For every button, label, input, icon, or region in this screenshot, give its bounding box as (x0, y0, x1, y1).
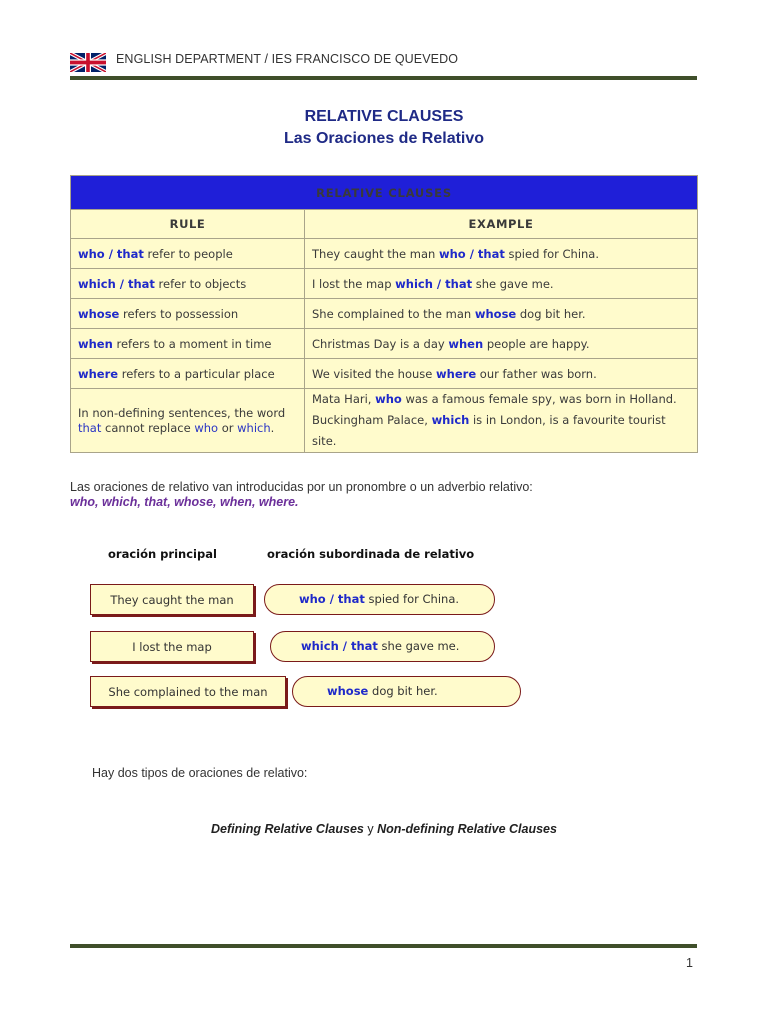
column-header-example: EXAMPLE (305, 210, 698, 239)
rule-cell (71, 359, 305, 389)
rule-cell (71, 239, 305, 269)
rule-text: refer to objects (154, 276, 247, 291)
example-text: Buckingham Palace, (312, 413, 432, 427)
keyword: which (237, 420, 271, 435)
table-row (71, 389, 698, 453)
relative-clauses-table (70, 175, 698, 453)
keyword: whose (474, 306, 517, 321)
example-text: spied for China. (504, 246, 600, 261)
clause-text: spied for China. (364, 592, 460, 606)
keyword: who / that (438, 246, 505, 261)
rule-text: refers to a moment in time (112, 336, 272, 351)
main-clause-box: They caught the man (90, 584, 254, 615)
subordinate-clause-box (292, 676, 521, 707)
example-cell (305, 389, 698, 453)
rule-text: refer to people (143, 246, 233, 261)
page-number: 1 (686, 956, 693, 970)
keyword: whose (78, 306, 120, 321)
keyword: who (194, 420, 219, 435)
rule-text: . (270, 420, 275, 435)
keyword: where (78, 366, 119, 381)
keyword: when (78, 336, 113, 351)
keyword: when (448, 336, 484, 351)
subordinate-clause-label: oración subordinada de relativo (267, 547, 475, 561)
types-intro: Hay dos tipos de oraciones de relativo: (92, 766, 308, 780)
rule-text: or (218, 420, 238, 435)
example-text: They caught the man (312, 246, 439, 261)
example-text: she gave me. (472, 276, 554, 291)
table-title: RELATIVE CLAUSES (71, 176, 698, 210)
keyword: which / that (301, 639, 378, 653)
rule-text: refers to a particular place (118, 366, 275, 381)
uk-flag-icon (70, 53, 106, 72)
keyword: who / that (299, 592, 365, 606)
example-cell (305, 329, 698, 359)
conjunction: y (363, 822, 378, 836)
example-text: I lost the map (312, 276, 396, 291)
example-cell (305, 269, 698, 299)
example-text: people are happy. (483, 336, 590, 351)
main-clause-label: oración principal (108, 547, 217, 561)
rule-text: In non-defining sentences, the word (78, 405, 286, 420)
footer-divider (70, 944, 697, 948)
table-row (71, 329, 698, 359)
non-defining-label: Non-defining Relative Clauses (377, 822, 557, 836)
rule-cell (71, 269, 305, 299)
clause-types (0, 822, 768, 836)
rule-text: refers to possession (119, 306, 239, 321)
subordinate-clause-box (264, 584, 495, 615)
example-cell (305, 239, 698, 269)
department-header: ENGLISH DEPARTMENT / IES FRANCISCO DE QUEVEDO (116, 52, 459, 66)
clause-text: dog bit her. (368, 684, 438, 698)
header-divider (70, 76, 697, 80)
example-text: We visited the house (312, 366, 437, 381)
keyword: who (375, 392, 402, 406)
keyword: who / that (78, 246, 144, 261)
keyword: which (431, 413, 470, 427)
example-text: Mata Hari, (312, 392, 376, 406)
rule-cell (71, 329, 305, 359)
keyword: whose (327, 684, 369, 698)
relative-words-list: who, which, that, whose, when, where. (70, 495, 299, 509)
table-row (71, 359, 698, 389)
rule-text: cannot replace (101, 420, 195, 435)
rule-cell (71, 389, 305, 453)
main-clause-box: I lost the map (90, 631, 254, 662)
example-cell (305, 299, 698, 329)
page-title: RELATIVE CLAUSES (304, 108, 464, 125)
keyword: that (78, 420, 102, 435)
keyword: which / that (395, 276, 473, 291)
example-text: Christmas Day is a day (312, 336, 449, 351)
table-row (71, 269, 698, 299)
page-subtitle: Las Oraciones de Relativo (283, 130, 485, 147)
clause-text: she gave me. (377, 639, 460, 653)
example-text: was a famous female spy, was born in Holland. (401, 392, 677, 406)
main-clause-box: She complained to the man (90, 676, 286, 707)
example-cell (305, 359, 698, 389)
intro-text: Las oraciones de relativo van introducidas por un pronombre o un adverbio relativo: (70, 480, 533, 494)
example-text: She complained to the man (312, 306, 475, 321)
keyword: which / that (78, 276, 155, 291)
table-row (71, 299, 698, 329)
rule-cell (71, 299, 305, 329)
defining-label: Defining Relative Clauses (211, 822, 364, 836)
column-header-rule: RULE (71, 210, 305, 239)
example-text: our father was born. (476, 366, 597, 381)
keyword: where (436, 366, 477, 381)
table-row (71, 239, 698, 269)
example-text: is in London, is a favourite tourist site. (312, 413, 666, 448)
example-text: dog bit her. (516, 306, 586, 321)
subordinate-clause-box (270, 631, 495, 662)
